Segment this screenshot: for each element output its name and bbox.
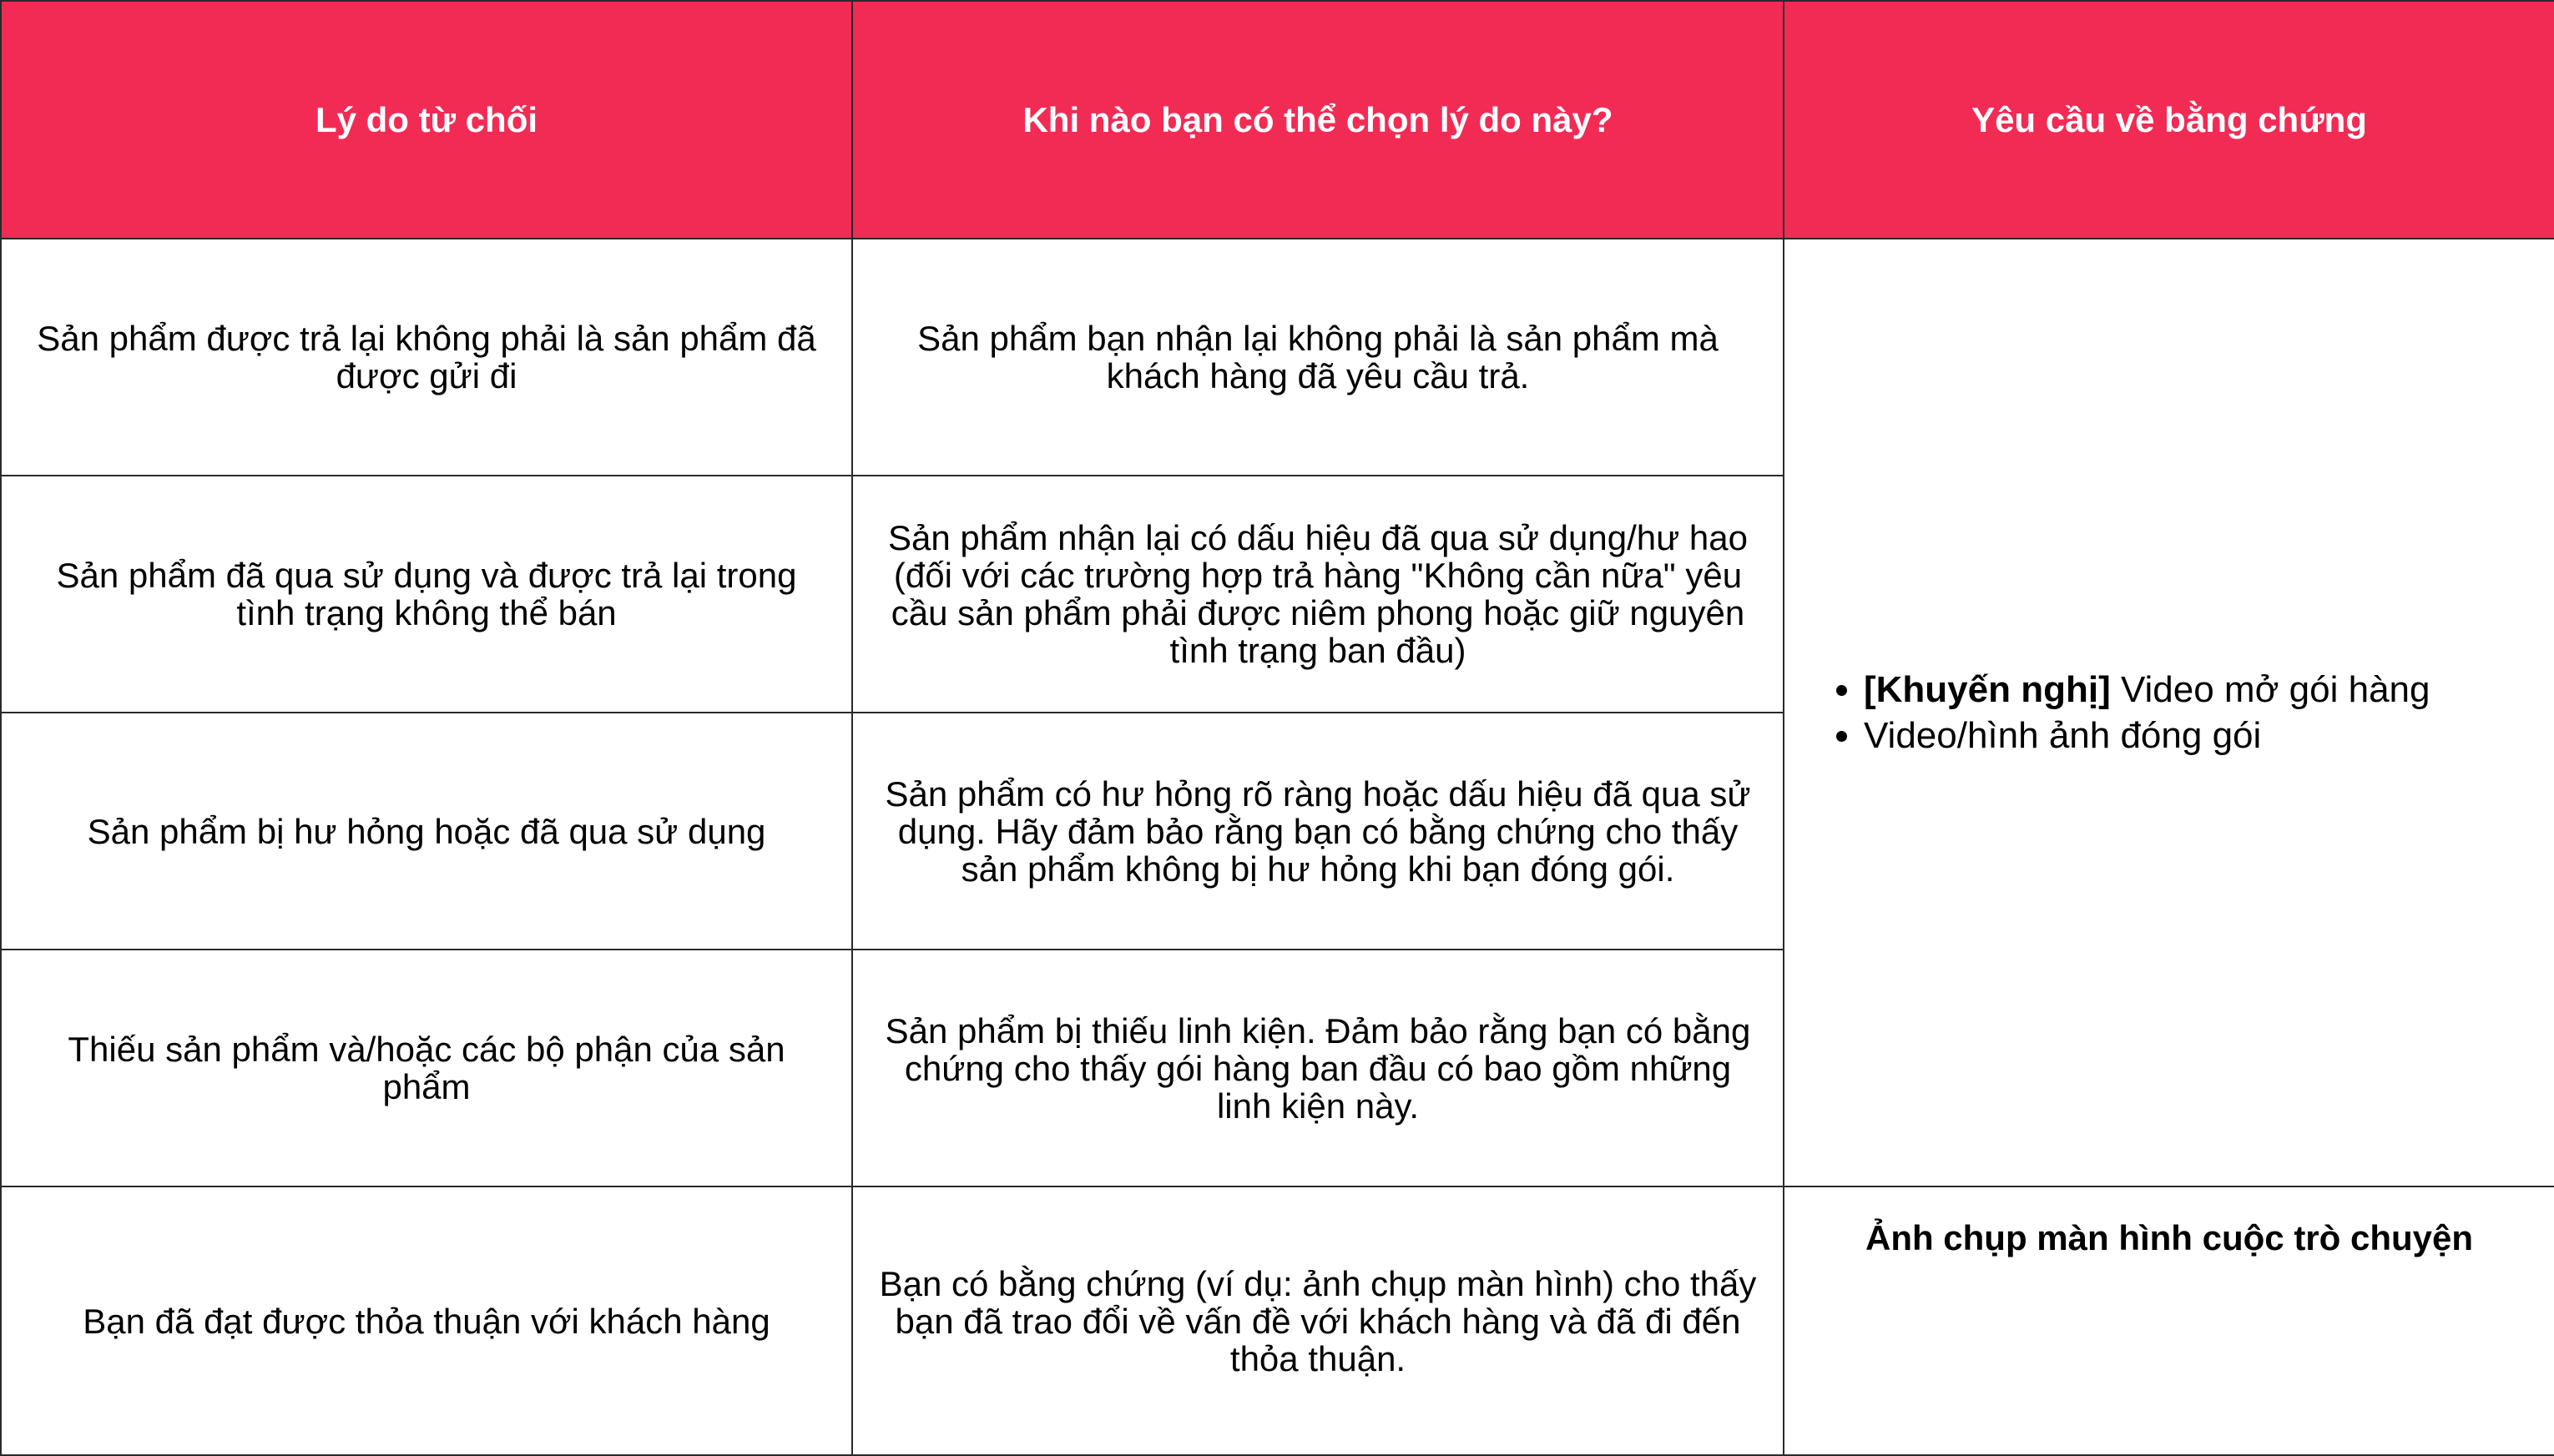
when-cell: Bạn có bằng chứng (ví dụ: ảnh chụp màn hình) cho thấy bạn đã trao đổi về vấn đề với khách hàng và đã đi đến thỏa thuận. [852,1186,1784,1455]
evidence-cell-group-1 [1784,239,2554,1186]
evidence-item-packing: • Video/hình ảnh đóng gói [1864,713,2529,758]
evidence-list [1826,667,2529,758]
when-cell: Sản phẩm bị thiếu linh kiện. Đảm bảo rằng bạn có bằng chứng cho thấy gói hàng ban đầu có bao gồm những linh kiện này. [852,950,1784,1186]
when-cell: Sản phẩm có hư hỏng rõ ràng hoặc dấu hiệu đã qua sử dụng. Hãy đảm bảo rằng bạn có bằng chứng cho thấy sản phẩm không bị hư hỏng khi bạn đóng gói. [852,713,1784,950]
evidence-cell-group-2: Ảnh chụp màn hình cuộc trò chuyện [1784,1186,2554,1455]
evidence-item-recommended [1864,667,2529,713]
when-cell: Sản phẩm nhận lại có dấu hiệu đã qua sử dụng/hư hao (đối với các trường hợp trả hàng "Không cần nữa" yêu cầu sản phẩm phải được niêm phong hoặc giữ nguyên tình trạng ban đầu) [852,476,1784,713]
header-when: Khi nào bạn có thể chọn lý do này? [852,1,1784,239]
table-header-row [1,1,2554,239]
reason-cell: Thiếu sản phẩm và/hoặc các bộ phận của sản phẩm [1,950,852,1186]
recommended-tag: [Khuyến nghị] [1864,669,2111,710]
header-evidence: Yêu cầu về bằng chứng [1784,1,2554,239]
reason-cell: Sản phẩm được trả lại không phải là sản phẩm đã được gửi đi [1,239,852,476]
reason-cell: Sản phẩm đã qua sử dụng và được trả lại trong tình trạng không thể bán [1,476,852,713]
reason-cell: Sản phẩm bị hư hỏng hoặc đã qua sử dụng [1,713,852,950]
evidence-item-text: Video mở gói hàng [2110,669,2430,710]
header-reason: Lý do từ chối [1,1,852,239]
when-cell: Sản phẩm bạn nhận lại không phải là sản phẩm mà khách hàng đã yêu cầu trả. [852,239,1784,476]
reason-cell: Bạn đã đạt được thỏa thuận với khách hàng [1,1186,852,1455]
table-row [1,1186,2554,1455]
table-row [1,239,2554,476]
